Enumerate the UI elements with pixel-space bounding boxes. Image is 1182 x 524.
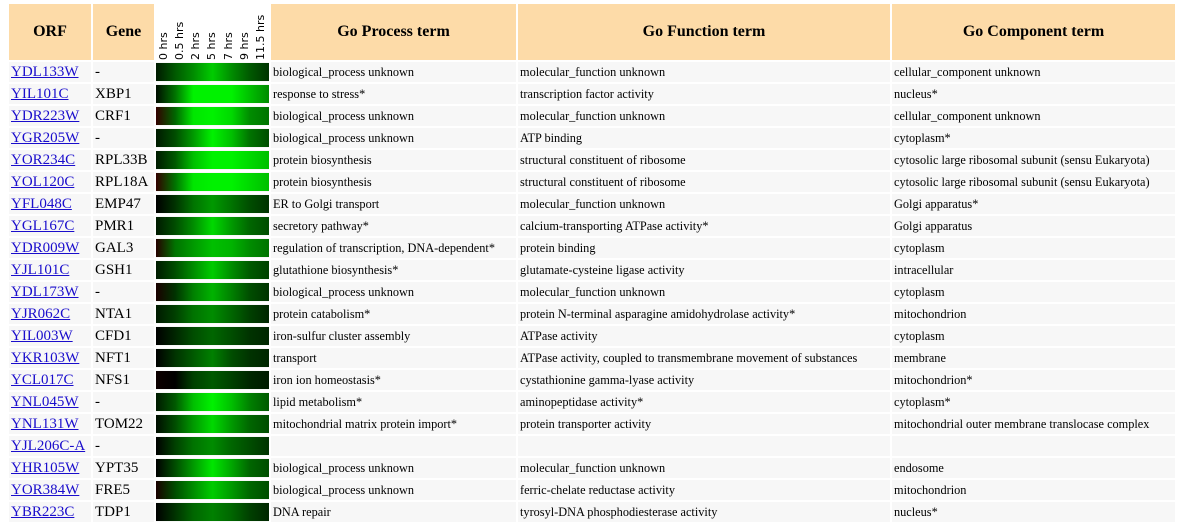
table-row <box>9 216 1175 236</box>
table-row <box>9 128 1175 148</box>
table-row <box>9 392 1175 412</box>
gene-cell: - <box>93 282 154 302</box>
gene-cell: PMR1 <box>93 216 154 236</box>
expression-heatmap-cell <box>156 172 269 192</box>
orf-link[interactable]: YIL003W <box>11 327 73 344</box>
gene-cell: YPT35 <box>93 458 154 478</box>
orf-link[interactable]: YOR384W <box>11 481 80 498</box>
gene-cell: FRE5 <box>93 480 154 500</box>
process-term-cell: biological_process unknown <box>271 62 516 82</box>
table-row <box>9 414 1175 434</box>
expression-heatmap-cell <box>156 62 269 82</box>
expression-heatmap <box>156 129 269 147</box>
component-term-cell: cytoplasm <box>892 238 1175 258</box>
orf-link[interactable]: YNL131W <box>11 415 79 432</box>
function-term-cell: ATPase activity <box>518 326 890 346</box>
orf-link[interactable]: YGR205W <box>11 129 80 146</box>
orf-cell <box>9 392 91 412</box>
expression-heatmap <box>156 305 269 323</box>
orf-cell <box>9 62 91 82</box>
expression-heatmap-cell <box>156 304 269 324</box>
expression-heatmap-cell <box>156 194 269 214</box>
process-term-cell: protein biosynthesis <box>271 172 516 192</box>
gene-cell: NFT1 <box>93 348 154 368</box>
orf-link[interactable]: YJR062C <box>11 305 71 322</box>
orf-cell <box>9 414 91 434</box>
orf-link[interactable]: YNL045W <box>11 393 79 410</box>
orf-cell <box>9 326 91 346</box>
expression-heatmap <box>156 195 269 213</box>
orf-link[interactable]: YBR223C <box>11 503 75 520</box>
function-term-cell: molecular_function unknown <box>518 282 890 302</box>
expression-heatmap-cell <box>156 480 269 500</box>
orf-cell <box>9 172 91 192</box>
expression-heatmap <box>156 481 269 499</box>
table-row <box>9 260 1175 280</box>
gene-cell: RPL18A <box>93 172 154 192</box>
process-term-cell: lipid metabolism* <box>271 392 516 412</box>
expression-heatmap <box>156 261 269 279</box>
process-term-cell: mitochondrial matrix protein import* <box>271 414 516 434</box>
expression-heatmap-cell <box>156 348 269 368</box>
expression-heatmap-cell <box>156 238 269 258</box>
process-term-cell: protein biosynthesis <box>271 150 516 170</box>
process-term-cell: iron-sulfur cluster assembly <box>271 326 516 346</box>
orf-link[interactable]: YOR234C <box>11 151 76 168</box>
orf-cell <box>9 502 91 522</box>
process-term-cell: iron ion homeostasis* <box>271 370 516 390</box>
component-term-cell: Golgi apparatus <box>892 216 1175 236</box>
component-term-cell: cytosolic large ribosomal subunit (sensu Eukaryota) <box>892 172 1175 192</box>
gene-cell: CFD1 <box>93 326 154 346</box>
expression-heatmap-cell <box>156 282 269 302</box>
expression-heatmap <box>156 437 269 455</box>
expression-heatmap <box>156 63 269 81</box>
orf-link[interactable]: YIL101C <box>11 85 69 102</box>
table-row <box>9 348 1175 368</box>
expression-heatmap-cell <box>156 502 269 522</box>
orf-cell <box>9 260 91 280</box>
component-term-cell: cytoplasm <box>892 326 1175 346</box>
table-row <box>9 194 1175 214</box>
function-term-cell: glutamate-cysteine ligase activity <box>518 260 890 280</box>
process-term-cell: response to stress* <box>271 84 516 104</box>
gene-cell: CRF1 <box>93 106 154 126</box>
function-term-cell: ATPase activity, coupled to transmembrane movement of substances <box>518 348 890 368</box>
gene-cell: - <box>93 62 154 82</box>
component-term-cell: mitochondrion* <box>892 370 1175 390</box>
gene-cell: GSH1 <box>93 260 154 280</box>
process-term-cell: protein catabolism* <box>271 304 516 324</box>
gene-cell: - <box>93 392 154 412</box>
orf-cell <box>9 238 91 258</box>
table-row <box>9 238 1175 258</box>
expression-heatmap-cell <box>156 414 269 434</box>
function-term-cell: transcription factor activity <box>518 84 890 104</box>
function-term-cell: molecular_function unknown <box>518 106 890 126</box>
process-term-cell: biological_process unknown <box>271 458 516 478</box>
expression-heatmap <box>156 327 269 345</box>
table-row <box>9 282 1175 302</box>
table-row <box>9 150 1175 170</box>
orf-cell <box>9 348 91 368</box>
table-row <box>9 480 1175 500</box>
header-row <box>9 4 1175 60</box>
table-row <box>9 304 1175 324</box>
orf-link[interactable]: YFL048C <box>11 195 72 212</box>
component-term-cell: cytosolic large ribosomal subunit (sensu Eukaryota) <box>892 150 1175 170</box>
orf-cell <box>9 370 91 390</box>
gene-cell: - <box>93 436 154 456</box>
expression-heatmap <box>156 85 269 103</box>
timepoint-label: 9 hrs <box>237 32 251 60</box>
component-term-cell: endosome <box>892 458 1175 478</box>
function-term-cell: calcium-transporting ATPase activity* <box>518 216 890 236</box>
process-term-cell: transport <box>271 348 516 368</box>
gene-header: Gene <box>93 4 154 60</box>
orf-link[interactable]: YDL173W <box>11 283 79 300</box>
expression-heatmap <box>156 283 269 301</box>
process-term-cell: biological_process unknown <box>271 106 516 126</box>
component-term-cell: mitochondrion <box>892 480 1175 500</box>
orf-cell <box>9 150 91 170</box>
component-term-cell: intracellular <box>892 260 1175 280</box>
orf-link[interactable]: YDR223W <box>11 107 80 124</box>
expression-heatmap-cell <box>156 216 269 236</box>
orf-link[interactable]: YGL167C <box>11 217 75 234</box>
timepoint-label: 11.5 hrs <box>253 14 267 60</box>
orf-link[interactable]: YCL017C <box>11 371 74 388</box>
gene-cell: EMP47 <box>93 194 154 214</box>
orf-link[interactable]: YJL101C <box>11 261 70 278</box>
orf-cell <box>9 480 91 500</box>
process-header: Go Process term <box>271 4 516 60</box>
expression-heatmap-cell <box>156 458 269 478</box>
orf-link[interactable]: YJL206C-A <box>11 437 86 454</box>
gene-cell: - <box>93 128 154 148</box>
gene-cell: GAL3 <box>93 238 154 258</box>
expression-heatmap <box>156 239 269 257</box>
timepoint-label: 0.5 hrs <box>173 21 187 60</box>
expression-heatmap <box>156 459 269 477</box>
function-term-cell: structural constituent of ribosome <box>518 150 890 170</box>
expression-heatmap-cell <box>156 326 269 346</box>
orf-cell <box>9 304 91 324</box>
component-term-cell: nucleus* <box>892 502 1175 522</box>
process-term-cell: ER to Golgi transport <box>271 194 516 214</box>
expression-heatmap-cell <box>156 150 269 170</box>
function-term-cell: protein transporter activity <box>518 414 890 434</box>
table-row <box>9 370 1175 390</box>
expression-heatmap-cell <box>156 436 269 456</box>
table-row <box>9 106 1175 126</box>
component-term-cell: Golgi apparatus* <box>892 194 1175 214</box>
function-term-cell: ATP binding <box>518 128 890 148</box>
expression-heatmap-cell <box>156 370 269 390</box>
component-term-cell: mitochondrion <box>892 304 1175 324</box>
expression-heatmap <box>156 503 269 521</box>
component-term-cell: membrane <box>892 348 1175 368</box>
gene-table <box>7 2 1177 524</box>
component-term-cell: cellular_component unknown <box>892 106 1175 126</box>
function-term-cell: ferric-chelate reductase activity <box>518 480 890 500</box>
orf-link[interactable]: YKR103W <box>11 349 80 366</box>
timepoint-label: 0 hrs <box>157 32 170 60</box>
gene-cell: XBP1 <box>93 84 154 104</box>
gene-cell: RPL33B <box>93 150 154 170</box>
component-term-cell <box>892 436 1175 456</box>
component-term-cell: cellular_component unknown <box>892 62 1175 82</box>
orf-cell <box>9 216 91 236</box>
function-term-cell: tyrosyl-DNA phosphodiesterase activity <box>518 502 890 522</box>
table-row <box>9 502 1175 522</box>
function-term-cell: aminopeptidase activity* <box>518 392 890 412</box>
table-row <box>9 172 1175 192</box>
orf-cell <box>9 282 91 302</box>
expression-heatmap <box>156 393 269 411</box>
gene-cell: TOM22 <box>93 414 154 434</box>
orf-cell <box>9 194 91 214</box>
expression-heatmap <box>156 415 269 433</box>
process-term-cell: biological_process unknown <box>271 282 516 302</box>
expression-heatmap <box>156 371 269 389</box>
expression-heatmap <box>156 349 269 367</box>
expression-heatmap-cell <box>156 84 269 104</box>
gene-cell: NTA1 <box>93 304 154 324</box>
orf-link[interactable]: YDL133W <box>11 63 79 80</box>
expression-heatmap <box>156 151 269 169</box>
expression-heatmap-cell <box>156 106 269 126</box>
function-term-cell: structural constituent of ribosome <box>518 172 890 192</box>
expression-heatmap <box>156 173 269 191</box>
orf-cell <box>9 128 91 148</box>
table-row <box>9 326 1175 346</box>
function-term-cell <box>518 436 890 456</box>
orf-link[interactable]: YHR105W <box>11 459 80 476</box>
expression-heatmap <box>156 217 269 235</box>
timepoint-header <box>156 4 269 60</box>
orf-link[interactable]: YOL120C <box>11 173 75 190</box>
component-term-cell: cytoplasm* <box>892 128 1175 148</box>
component-term-cell: cytoplasm* <box>892 392 1175 412</box>
component-term-cell: mitochondrial outer membrane translocase complex <box>892 414 1175 434</box>
gene-cell: NFS1 <box>93 370 154 390</box>
expression-heatmap-cell <box>156 392 269 412</box>
timepoint-label: 7 hrs <box>221 32 235 60</box>
component-term-cell: cytoplasm <box>892 282 1175 302</box>
function-term-cell: cystathionine gamma-lyase activity <box>518 370 890 390</box>
function-header: Go Function term <box>518 4 890 60</box>
table-row <box>9 458 1175 478</box>
expression-heatmap-cell <box>156 128 269 148</box>
orf-link[interactable]: YDR009W <box>11 239 80 256</box>
gene-cell: TDP1 <box>93 502 154 522</box>
timepoint-label: 2 hrs <box>189 32 203 60</box>
table-row <box>9 84 1175 104</box>
orf-cell <box>9 458 91 478</box>
process-term-cell: biological_process unknown <box>271 128 516 148</box>
orf-cell <box>9 436 91 456</box>
expression-heatmap-cell <box>156 260 269 280</box>
function-term-cell: molecular_function unknown <box>518 62 890 82</box>
function-term-cell: molecular_function unknown <box>518 194 890 214</box>
component-term-cell: nucleus* <box>892 84 1175 104</box>
expression-heatmap <box>156 107 269 125</box>
function-term-cell: protein N-terminal asparagine amidohydrolase activity* <box>518 304 890 324</box>
process-term-cell: regulation of transcription, DNA-dependent* <box>271 238 516 258</box>
process-term-cell: secretory pathway* <box>271 216 516 236</box>
orf-cell <box>9 84 91 104</box>
process-term-cell: DNA repair <box>271 502 516 522</box>
orf-header: ORF <box>9 4 91 60</box>
process-term-cell <box>271 436 516 456</box>
table-row <box>9 62 1175 82</box>
table-row <box>9 436 1175 456</box>
process-term-cell: biological_process unknown <box>271 480 516 500</box>
orf-cell <box>9 106 91 126</box>
component-header: Go Component term <box>892 4 1175 60</box>
function-term-cell: protein binding <box>518 238 890 258</box>
function-term-cell: molecular_function unknown <box>518 458 890 478</box>
timepoint-label: 5 hrs <box>205 32 219 60</box>
process-term-cell: glutathione biosynthesis* <box>271 260 516 280</box>
